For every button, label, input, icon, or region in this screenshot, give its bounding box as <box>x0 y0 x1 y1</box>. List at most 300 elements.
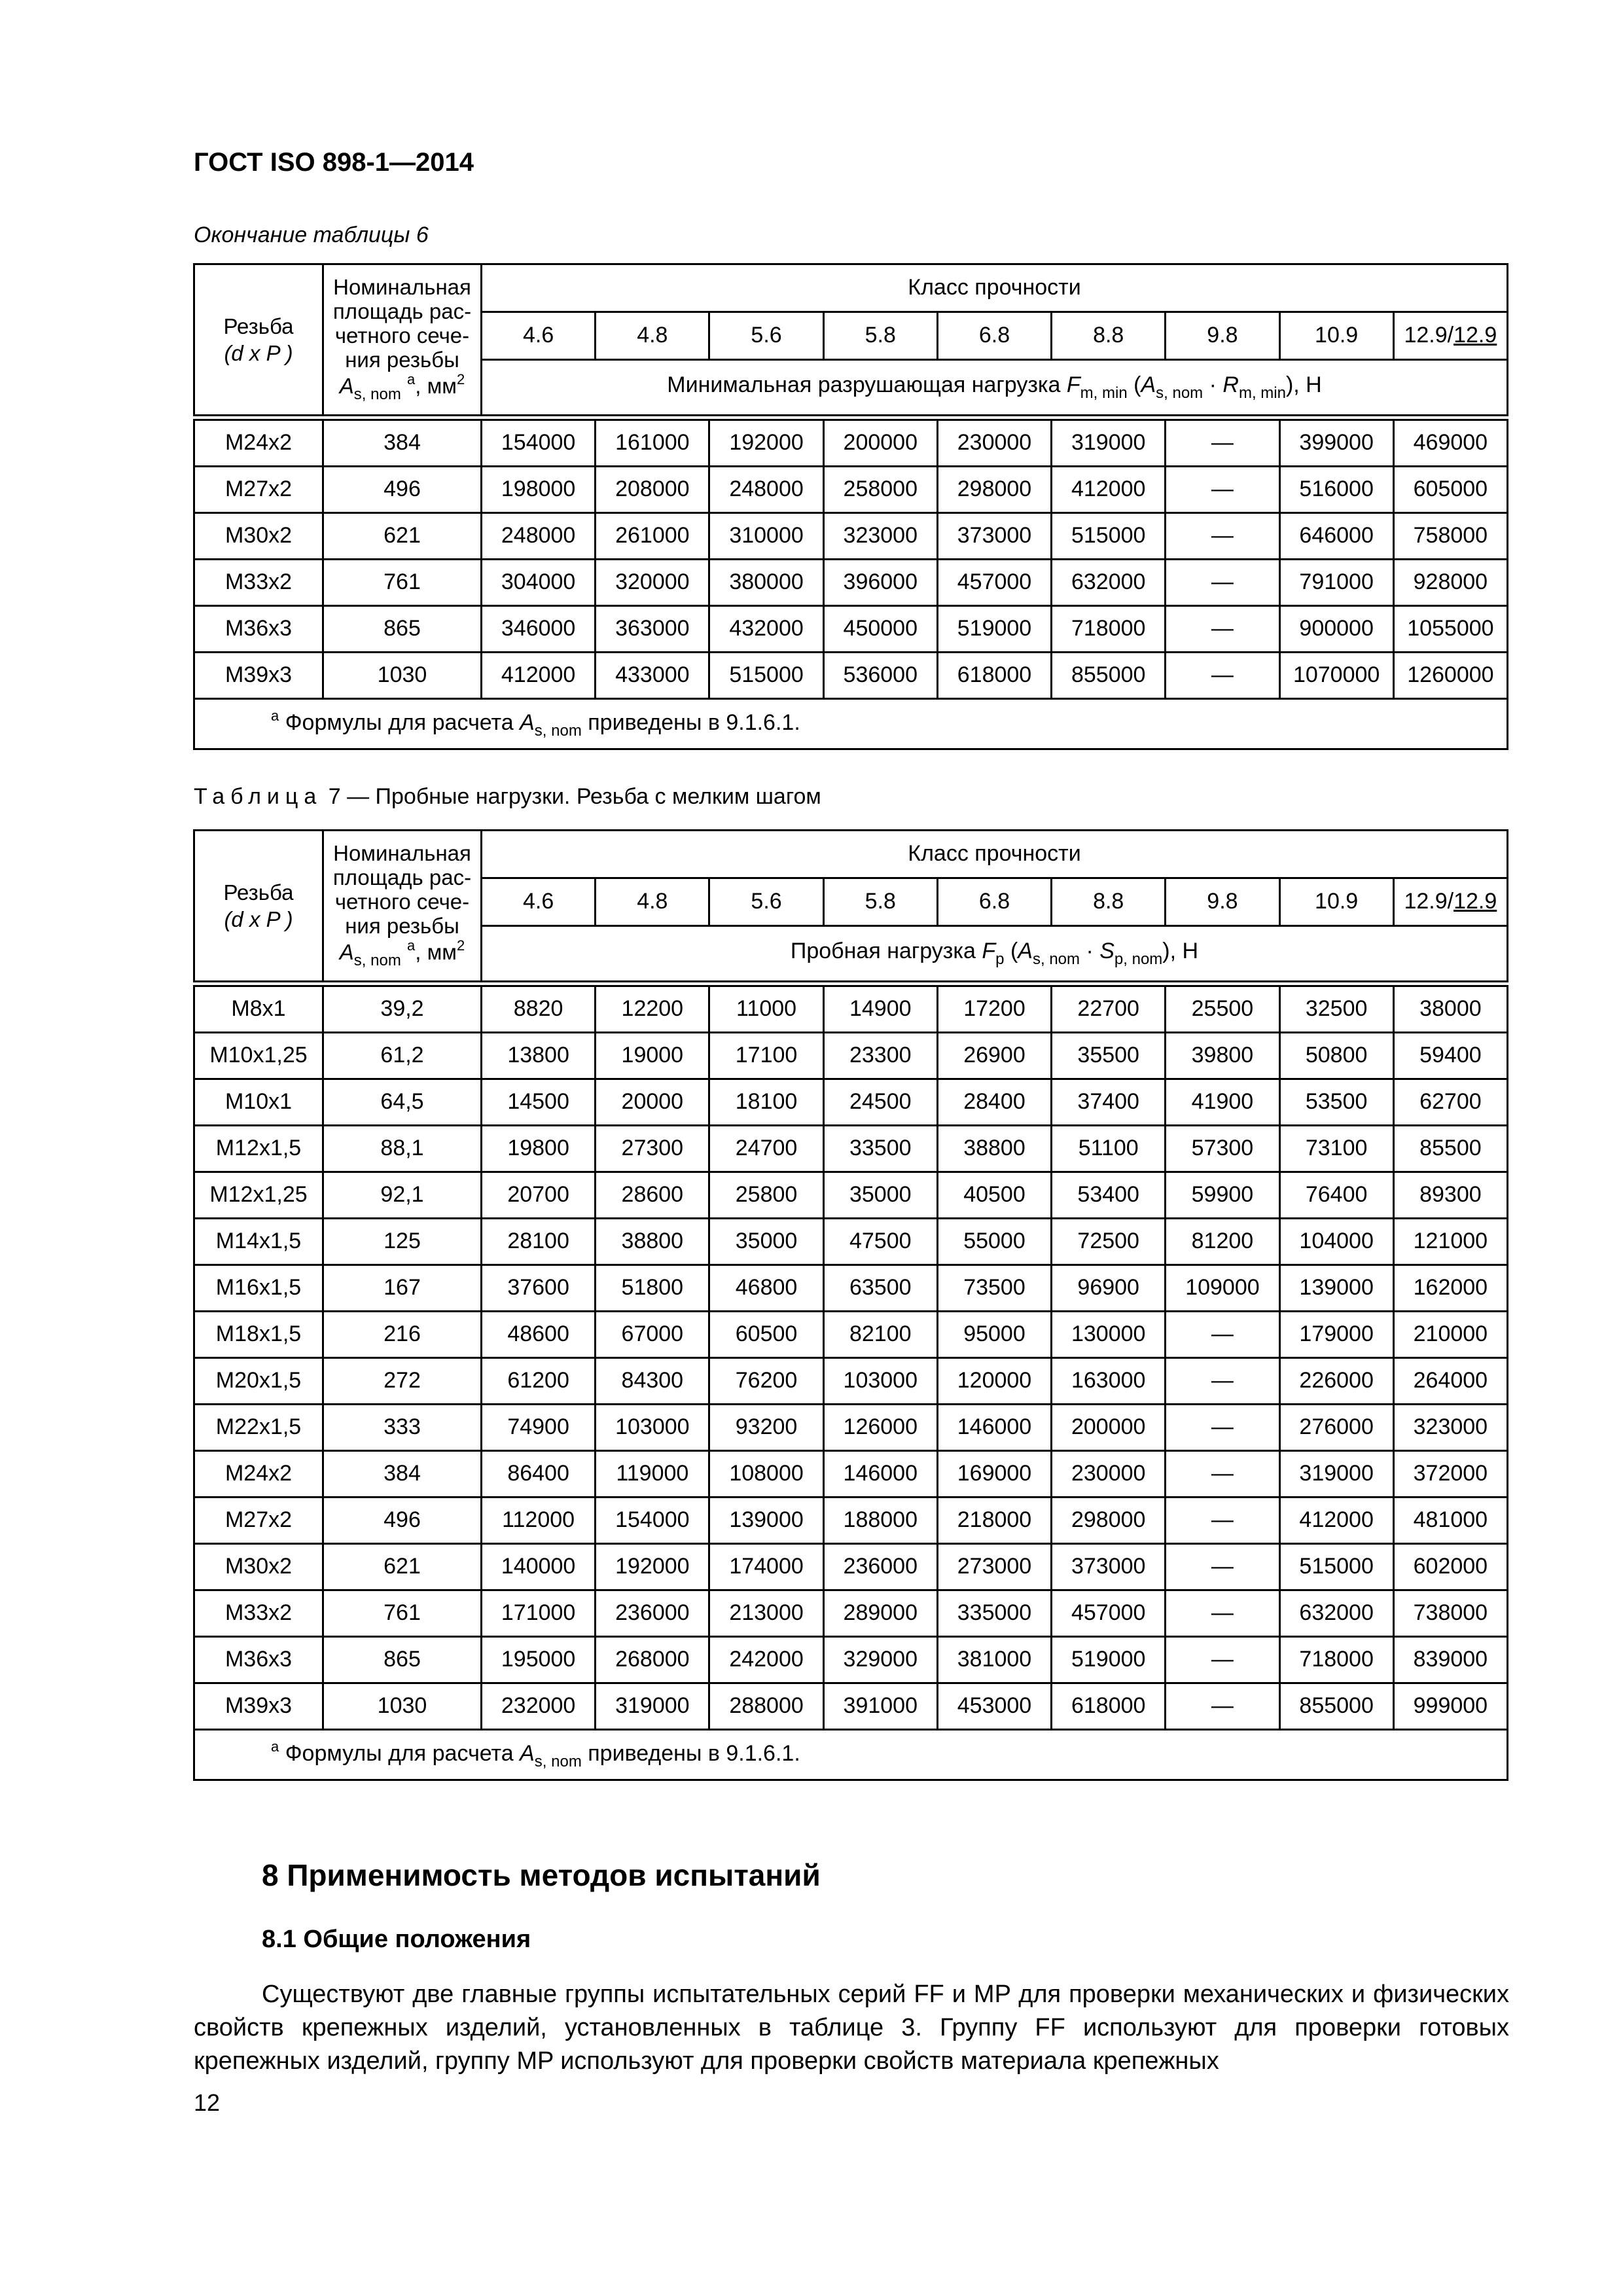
cell-load: 999000 <box>1393 1683 1507 1730</box>
cell-load: 109000 <box>1166 1265 1279 1312</box>
load-subscript: p <box>995 950 1005 968</box>
table-row <box>194 1405 1508 1451</box>
cell-load: 515000 <box>1052 513 1166 560</box>
cell-area: 92,1 <box>323 1172 482 1219</box>
area-subscript: s, nom <box>353 952 401 970</box>
cell-thread: M24x2 <box>194 418 323 467</box>
cell-thread: M36x3 <box>194 606 323 653</box>
header-thread-formula: (d x P ) <box>224 907 293 931</box>
cell-area: 496 <box>323 1498 482 1544</box>
cell-load: 39800 <box>1166 1033 1279 1079</box>
cell-load: 319000 <box>1279 1451 1393 1498</box>
header-thread <box>194 831 323 984</box>
cell-load: 758000 <box>1393 513 1507 560</box>
cell-thread: M18x1,5 <box>194 1312 323 1358</box>
cell-load: 412000 <box>1052 467 1166 513</box>
grade-12-9-underlined: 12.9 <box>1454 889 1497 914</box>
grade-12-9-underlined: 12.9 <box>1454 323 1497 348</box>
cell-load: 646000 <box>1279 513 1393 560</box>
cell-load: 17100 <box>709 1033 823 1079</box>
cell-load: 93200 <box>709 1405 823 1451</box>
cell-load: — <box>1166 1358 1279 1405</box>
area-unit-power: 2 <box>456 937 465 954</box>
cell-load: 210000 <box>1393 1312 1507 1358</box>
unit-newton: ), Н <box>1285 372 1322 397</box>
cell-area: 333 <box>323 1405 482 1451</box>
table-row <box>194 513 1508 560</box>
cell-load: — <box>1166 653 1279 699</box>
cell-area: 61,2 <box>323 1033 482 1079</box>
cell-load: 304000 <box>482 560 596 606</box>
header-area-line: Номинальная <box>333 840 471 865</box>
cell-load: 18100 <box>709 1079 823 1126</box>
cell-thread: M36x3 <box>194 1637 323 1683</box>
cell-load: 618000 <box>937 653 1051 699</box>
cell-load: 130000 <box>1052 1312 1166 1358</box>
body-paragraph: Существуют две главные группы испытательных серий FF и MP для проверки механических и физических свойств крепежных изделий, установленных в таблице 3. Группу FF используют для проверки готовых крепежных изделий, группу MP используют для проверки свойств материала крепежных <box>194 1981 1509 2075</box>
cell-thread: M30x2 <box>194 1544 323 1590</box>
cell-load: 24700 <box>709 1126 823 1172</box>
cell-load: 391000 <box>823 1683 937 1730</box>
cell-load: 632000 <box>1052 560 1166 606</box>
header-strength-class: Класс прочности <box>482 264 1508 312</box>
cell-load: 28400 <box>937 1079 1051 1126</box>
cell-load: 67000 <box>596 1312 709 1358</box>
cell-load: 242000 <box>709 1637 823 1683</box>
cell-load: 335000 <box>937 1590 1051 1637</box>
cell-thread: M12x1,25 <box>194 1172 323 1219</box>
stress-symbol: S <box>1099 938 1115 963</box>
cell-load: 632000 <box>1279 1590 1393 1637</box>
cell-load: 26900 <box>937 1033 1051 1079</box>
multiply-dot: · <box>1080 938 1100 963</box>
cell-area: 621 <box>323 513 482 560</box>
table-row <box>194 1358 1508 1405</box>
cell-load: 208000 <box>596 467 709 513</box>
cell-load: 310000 <box>709 513 823 560</box>
cell-load: 288000 <box>709 1683 823 1730</box>
cell-load: 22700 <box>1052 984 1166 1033</box>
area-subscript: s, nom <box>1156 384 1204 402</box>
table-row <box>194 606 1508 653</box>
cell-load: 236000 <box>596 1590 709 1637</box>
cell-load: 60500 <box>709 1312 823 1358</box>
cell-load: 900000 <box>1279 606 1393 653</box>
table-row <box>194 418 1508 467</box>
area-subscript: s, nom <box>1032 950 1080 968</box>
cell-area: 621 <box>323 1544 482 1590</box>
grade-9-8: 9.8 <box>1166 878 1279 926</box>
unit-newton: ), Н <box>1162 938 1199 963</box>
cell-load: 273000 <box>937 1544 1051 1590</box>
cell-load: 298000 <box>937 467 1051 513</box>
cell-load: 329000 <box>823 1637 937 1683</box>
grade-4-6: 4.6 <box>482 312 596 360</box>
grade-9-8: 9.8 <box>1166 312 1279 360</box>
area-subscript: s, nom <box>534 722 582 740</box>
cell-load: 605000 <box>1393 467 1507 513</box>
cell-load: 61200 <box>482 1358 596 1405</box>
cell-load: 154000 <box>482 418 596 467</box>
section-heading: 8 Применимость методов испытаний <box>262 1858 821 1892</box>
cell-load: 59400 <box>1393 1033 1507 1079</box>
cell-load: 258000 <box>823 467 937 513</box>
cell-load: 25800 <box>709 1172 823 1219</box>
cell-area: 272 <box>323 1358 482 1405</box>
table7-caption-title: 7 — Пробные нагрузки. Резьба с мелким шагом <box>322 784 821 809</box>
cell-load: — <box>1166 1405 1279 1451</box>
footnote-mark: a <box>407 371 416 388</box>
cell-load: 450000 <box>823 606 937 653</box>
cell-thread: M39x3 <box>194 1683 323 1730</box>
area-symbol: A <box>1141 372 1156 397</box>
cell-load: 738000 <box>1393 1590 1507 1637</box>
table-row <box>194 1637 1508 1683</box>
grade-8-8: 8.8 <box>1052 312 1166 360</box>
grade-12-9 <box>1393 312 1507 360</box>
cell-load: 839000 <box>1393 1637 1507 1683</box>
header-min-breaking-load <box>482 360 1508 418</box>
cell-load: 346000 <box>482 606 596 653</box>
grade-4-6: 4.6 <box>482 878 596 926</box>
table7-caption-word: Таблица <box>194 784 323 809</box>
cell-load: 236000 <box>823 1544 937 1590</box>
cell-load: 412000 <box>1279 1498 1393 1544</box>
cell-load: 27300 <box>596 1126 709 1172</box>
table-row <box>194 467 1508 513</box>
cell-load: 264000 <box>1393 1358 1507 1405</box>
cell-load: 363000 <box>596 606 709 653</box>
cell-load: — <box>1166 1590 1279 1637</box>
cell-load: 192000 <box>709 418 823 467</box>
grade-5-6: 5.6 <box>709 878 823 926</box>
cell-load: 261000 <box>596 513 709 560</box>
header-area-line: ния резьбы <box>345 347 459 372</box>
cell-thread: M27x2 <box>194 1498 323 1544</box>
cell-load: 602000 <box>1393 1544 1507 1590</box>
header-area-line: площадь рас- <box>332 298 472 323</box>
cell-load: — <box>1166 1451 1279 1498</box>
cell-thread: M12x1,5 <box>194 1126 323 1172</box>
cell-load: 198000 <box>482 467 596 513</box>
cell-area: 496 <box>323 467 482 513</box>
cell-load: 373000 <box>937 513 1051 560</box>
cell-load: 38800 <box>937 1126 1051 1172</box>
header-area-line: площадь рас- <box>332 865 472 889</box>
cell-load: 57300 <box>1166 1126 1279 1172</box>
cell-load: 481000 <box>1393 1498 1507 1544</box>
cell-load: — <box>1166 418 1279 467</box>
cell-area: 64,5 <box>323 1079 482 1126</box>
header-proof-load <box>482 926 1508 984</box>
cell-load: 86400 <box>482 1451 596 1498</box>
cell-load: 855000 <box>1052 653 1166 699</box>
table7-caption <box>194 784 821 810</box>
table-row <box>194 984 1508 1033</box>
grade-5-8: 5.8 <box>823 878 937 926</box>
document-header: ГОСТ ISO 898-1—2014 <box>194 148 474 177</box>
cell-thread: M10x1,25 <box>194 1033 323 1079</box>
cell-load: 230000 <box>937 418 1051 467</box>
cell-load: 519000 <box>1052 1637 1166 1683</box>
paren: ( <box>1004 938 1018 963</box>
cell-load: 11000 <box>709 984 823 1033</box>
cell-load: 103000 <box>596 1405 709 1451</box>
load-symbol: F <box>1066 372 1080 397</box>
load-label: Пробная нагрузка <box>790 938 982 963</box>
cell-load: 32500 <box>1279 984 1393 1033</box>
cell-load: 12200 <box>596 984 709 1033</box>
cell-load: 718000 <box>1052 606 1166 653</box>
cell-load: 380000 <box>709 560 823 606</box>
cell-load: 51100 <box>1052 1126 1166 1172</box>
cell-load: 396000 <box>823 560 937 606</box>
header-nominal-area <box>323 264 482 418</box>
header-area-line: четного сече- <box>334 889 470 914</box>
area-symbol: A <box>339 940 354 965</box>
cell-area: 216 <box>323 1312 482 1358</box>
cell-load: 103000 <box>823 1358 937 1405</box>
grade-6-8: 6.8 <box>937 878 1051 926</box>
table-row <box>194 1451 1508 1498</box>
cell-load: — <box>1166 513 1279 560</box>
header-strength-class: Класс прочности <box>482 831 1508 878</box>
cell-load: 248000 <box>709 467 823 513</box>
cell-load: 319000 <box>1052 418 1166 467</box>
grade-10-9: 10.9 <box>1279 878 1393 926</box>
area-unit: , мм <box>415 940 457 965</box>
cell-load: 74900 <box>482 1405 596 1451</box>
cell-load: 230000 <box>1052 1451 1166 1498</box>
cell-load: 1070000 <box>1279 653 1393 699</box>
cell-load: 248000 <box>482 513 596 560</box>
cell-load: 432000 <box>709 606 823 653</box>
area-subscript: s, nom <box>353 386 401 404</box>
cell-load: 453000 <box>937 1683 1051 1730</box>
cell-load: 323000 <box>823 513 937 560</box>
cell-area: 865 <box>323 606 482 653</box>
grade-5-8: 5.8 <box>823 312 937 360</box>
cell-load: 412000 <box>482 653 596 699</box>
header-area-line: Номинальная <box>333 274 471 299</box>
footnote-text: приведены в 9.1.6.1. <box>581 710 800 736</box>
cell-load: 8820 <box>482 984 596 1033</box>
cell-load: 226000 <box>1279 1358 1393 1405</box>
cell-load: 188000 <box>823 1498 937 1544</box>
cell-area: 1030 <box>323 1683 482 1730</box>
cell-load: 76200 <box>709 1358 823 1405</box>
strength-symbol: R <box>1222 372 1239 397</box>
cell-load: 35000 <box>709 1219 823 1265</box>
cell-load: 112000 <box>482 1498 596 1544</box>
table-row <box>194 1219 1508 1265</box>
cell-load: 516000 <box>1279 467 1393 513</box>
cell-load: 20000 <box>596 1079 709 1126</box>
table-row <box>194 1498 1508 1544</box>
cell-load: 1055000 <box>1393 606 1507 653</box>
area-unit-power: 2 <box>456 371 465 388</box>
table-row <box>194 1265 1508 1312</box>
cell-load: 457000 <box>1052 1590 1166 1637</box>
cell-thread: M8x1 <box>194 984 323 1033</box>
cell-load: 62700 <box>1393 1079 1507 1126</box>
cell-load: 139000 <box>1279 1265 1393 1312</box>
cell-load: 104000 <box>1279 1219 1393 1265</box>
cell-load: 192000 <box>596 1544 709 1590</box>
header-area-line: ния резьбы <box>345 913 459 938</box>
cell-load: 76400 <box>1279 1172 1393 1219</box>
cell-load: 174000 <box>709 1544 823 1590</box>
cell-load: 399000 <box>1279 418 1393 467</box>
cell-area: 384 <box>323 418 482 467</box>
cell-area: 761 <box>323 1590 482 1637</box>
cell-load: 120000 <box>937 1358 1051 1405</box>
header-area-line: четного сече- <box>334 323 470 348</box>
cell-load: 126000 <box>823 1405 937 1451</box>
subsection-heading: 8.1 Общие положения <box>262 1926 531 1953</box>
cell-load: 232000 <box>482 1683 596 1730</box>
cell-area: 167 <box>323 1265 482 1312</box>
cell-load: 154000 <box>596 1498 709 1544</box>
cell-thread: M24x2 <box>194 1451 323 1498</box>
cell-load: — <box>1166 1544 1279 1590</box>
cell-load: 48600 <box>482 1312 596 1358</box>
cell-load: 519000 <box>937 606 1051 653</box>
load-subscript: m, min <box>1080 384 1128 402</box>
strength-subscript: m, min <box>1238 384 1286 402</box>
cell-load: 855000 <box>1279 1683 1393 1730</box>
footnote-mark: a <box>407 937 416 954</box>
cell-area: 88,1 <box>323 1126 482 1172</box>
table6-footnote <box>194 699 1508 749</box>
cell-load: 19000 <box>596 1033 709 1079</box>
cell-load: 81200 <box>1166 1219 1279 1265</box>
cell-load: 139000 <box>709 1498 823 1544</box>
header-thread-label: Резьба <box>223 880 294 905</box>
table-row <box>194 653 1508 699</box>
cell-load: 84300 <box>596 1358 709 1405</box>
cell-area: 384 <box>323 1451 482 1498</box>
cell-load: 457000 <box>937 560 1051 606</box>
footnote-mark: a <box>271 708 279 725</box>
cell-load: 13800 <box>482 1033 596 1079</box>
page-number: 12 <box>194 2089 221 2116</box>
cell-load: 37600 <box>482 1265 596 1312</box>
table-7 <box>193 829 1508 1781</box>
area-symbol: A <box>520 710 535 736</box>
table-row <box>194 1126 1508 1172</box>
cell-load: — <box>1166 467 1279 513</box>
cell-load: 38800 <box>596 1219 709 1265</box>
cell-thread: M14x1,5 <box>194 1219 323 1265</box>
cell-load: 59900 <box>1166 1172 1279 1219</box>
grade-4-8: 4.8 <box>596 878 709 926</box>
cell-load: 53500 <box>1279 1079 1393 1126</box>
cell-load: 323000 <box>1393 1405 1507 1451</box>
table-row <box>194 1312 1508 1358</box>
area-subscript: s, nom <box>534 1753 582 1771</box>
cell-thread: M33x2 <box>194 1590 323 1637</box>
table6-continuation-caption: Окончание таблицы 6 <box>194 223 429 247</box>
cell-load: 218000 <box>937 1498 1051 1544</box>
header-thread <box>194 264 323 418</box>
area-symbol: A <box>339 374 354 399</box>
cell-thread: M10x1 <box>194 1079 323 1126</box>
cell-load: 19800 <box>482 1126 596 1172</box>
cell-load: 373000 <box>1052 1544 1166 1590</box>
cell-load: 469000 <box>1393 418 1507 467</box>
cell-load: 213000 <box>709 1590 823 1637</box>
cell-thread: M33x2 <box>194 560 323 606</box>
cell-load: 433000 <box>596 653 709 699</box>
header-nominal-area <box>323 831 482 984</box>
cell-load: 20700 <box>482 1172 596 1219</box>
cell-load: 14900 <box>823 984 937 1033</box>
cell-load: 108000 <box>709 1451 823 1498</box>
area-unit: , мм <box>415 374 457 399</box>
cell-load: 515000 <box>1279 1544 1393 1590</box>
cell-load: 28100 <box>482 1219 596 1265</box>
cell-load: 515000 <box>709 653 823 699</box>
cell-load: 51800 <box>596 1265 709 1312</box>
footnote-text: Формулы для расчета <box>279 710 520 736</box>
cell-load: 536000 <box>823 653 937 699</box>
cell-load: — <box>1166 1312 1279 1358</box>
header-thread-formula: (d x P ) <box>224 341 293 365</box>
header-thread-label: Резьба <box>223 314 294 338</box>
grade-6-8: 6.8 <box>937 312 1051 360</box>
cell-load: — <box>1166 1637 1279 1683</box>
cell-load: 40500 <box>937 1172 1051 1219</box>
cell-load: 82100 <box>823 1312 937 1358</box>
cell-load: 320000 <box>596 560 709 606</box>
cell-thread: M22x1,5 <box>194 1405 323 1451</box>
cell-load: 17200 <box>937 984 1051 1033</box>
cell-area: 761 <box>323 560 482 606</box>
cell-load: 73500 <box>937 1265 1051 1312</box>
cell-load: 276000 <box>1279 1405 1393 1451</box>
cell-load: 928000 <box>1393 560 1507 606</box>
cell-load: 38000 <box>1393 984 1507 1033</box>
cell-load: 89300 <box>1393 1172 1507 1219</box>
cell-load: 162000 <box>1393 1265 1507 1312</box>
cell-load: 50800 <box>1279 1033 1393 1079</box>
cell-load: 28600 <box>596 1172 709 1219</box>
cell-load: 119000 <box>596 1451 709 1498</box>
cell-load: 163000 <box>1052 1358 1166 1405</box>
cell-load: 718000 <box>1279 1637 1393 1683</box>
cell-load: 63500 <box>823 1265 937 1312</box>
cell-load: 200000 <box>823 418 937 467</box>
cell-load: 140000 <box>482 1544 596 1590</box>
cell-load: 14500 <box>482 1079 596 1126</box>
area-symbol: A <box>520 1741 535 1767</box>
cell-area: 39,2 <box>323 984 482 1033</box>
cell-load: 41900 <box>1166 1079 1279 1126</box>
cell-area: 125 <box>323 1219 482 1265</box>
cell-load: 73100 <box>1279 1126 1393 1172</box>
cell-load: 23300 <box>823 1033 937 1079</box>
grade-12-9-plain: 12.9/ <box>1404 323 1454 348</box>
footnote-mark: a <box>271 1738 279 1755</box>
cell-load: 161000 <box>596 418 709 467</box>
cell-load: 618000 <box>1052 1683 1166 1730</box>
stress-subscript: p, nom <box>1114 950 1163 968</box>
area-symbol: A <box>1018 938 1033 963</box>
cell-load: 35000 <box>823 1172 937 1219</box>
cell-load: 171000 <box>482 1590 596 1637</box>
load-symbol: F <box>982 938 996 963</box>
